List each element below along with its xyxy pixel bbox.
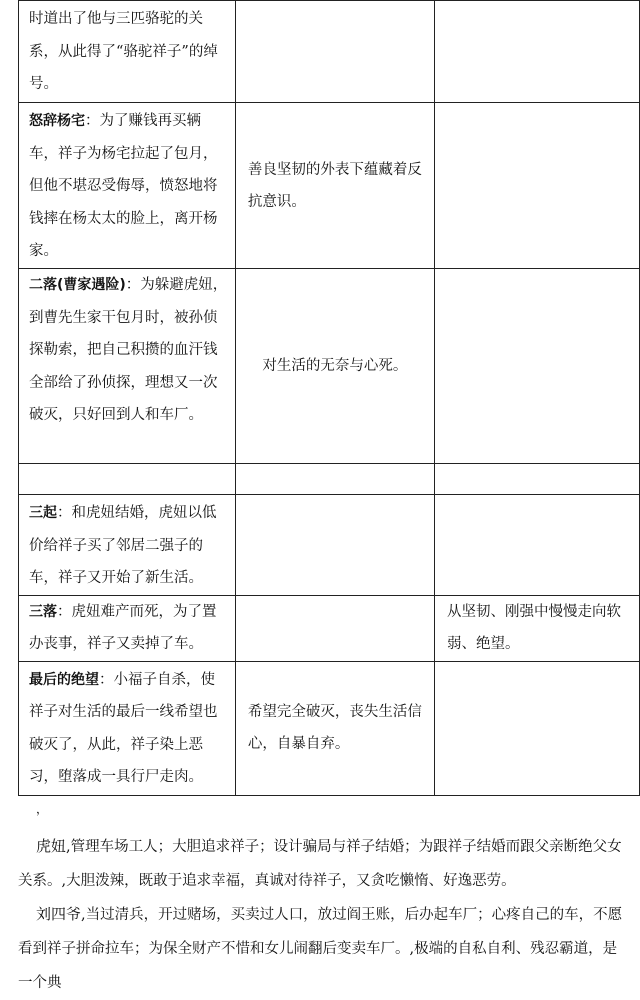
character-text: ,管理车场工人；大胆追求祥子；设计骗局与祥子结婚；为跟祥子结婚而跟父亲断绝父女关系。,大胆泼辣，既敢于追求幸福，真诚对待祥子，又贪吃懒惰、好逸恶劳。 (18, 839, 622, 889)
character-paragraph-liusiye (18, 897, 624, 1000)
change-cell (434, 661, 639, 795)
change-cell (434, 1, 639, 103)
table-row (19, 495, 640, 596)
character-name: 虎妞 (36, 837, 67, 855)
meaning-cell (235, 661, 434, 795)
event-text: ：为躲避虎妞，到曹先生家干包月时，被孙侦探勒索，把自己积攒的血汗钱全部给了孙侦探，理想又一次破灭，只好回到人和车厂。 (29, 277, 228, 423)
change-cell (434, 103, 639, 269)
event-cell (19, 269, 236, 464)
event-cell (19, 495, 236, 596)
event-label: 三落 (29, 603, 57, 620)
event-cell (19, 595, 236, 661)
event-text: ：虎妞难产而死，为了置办丧事，祥子又卖掉了车。 (29, 603, 217, 652)
event-label: 怒辞杨宅 (29, 113, 85, 129)
character-text: ,当过清兵，开过赌场，买卖过人口，放过阎王账，后办起车厂；心疼自己的车，不愿看到祥子拼命拉车；为保全财产不惜和女儿闹翻后变卖车厂。,极端的自私自利、残忍霸道，是一个典 (18, 907, 623, 991)
event-text: 时道出了他与三匹骆驼的关系，从此得了“骆驼祥子”的绰号。 (29, 11, 218, 92)
event-label: 三起 (29, 505, 57, 521)
table-row (19, 464, 640, 495)
event-cell (19, 1, 236, 103)
table-row (19, 661, 640, 795)
event-cell (19, 464, 236, 495)
meaning-cell (235, 103, 434, 269)
change-cell (434, 595, 639, 661)
table-row (19, 269, 640, 464)
table-row (19, 1, 640, 103)
meaning-cell (235, 595, 434, 661)
character-name: 刘四爷 (36, 905, 82, 923)
plot-table (18, 0, 640, 796)
change-text: 从坚韧、刚强中慢慢走向软弱、绝望。 (446, 603, 621, 652)
table-row (19, 103, 640, 269)
change-cell (434, 464, 639, 495)
event-label: 最后的绝望 (29, 671, 99, 688)
event-cell (19, 103, 236, 269)
meaning-text: 善良坚韧的外表下蕴藏着反抗意识。 (247, 161, 422, 210)
character-paragraph-huniu (18, 829, 624, 898)
table-row (19, 595, 640, 661)
event-text: ：小福子自杀，使祥子对生活的最后一线希望也破灭了，从此，祥子染上恶习，堕落成一具行尸走肉。 (29, 671, 218, 785)
stray-comma: ， (36, 802, 49, 816)
change-cell (434, 495, 639, 596)
meaning-cell (235, 464, 434, 495)
event-cell (19, 661, 236, 795)
event-label: 二落(曹家遇险) (29, 277, 126, 293)
event-text: ：为了赚钱再买辆车，祥子为杨宅拉起了包月，但他不堪忍受侮辱，愤怒地将钱摔在杨太太的脸上，离开杨家。 (29, 113, 218, 259)
event-text: ：和虎妞结婚，虎妞以低价给祥子买了邻居二强子的车，祥子又开始了新生活。 (29, 505, 217, 586)
meaning-cell (235, 495, 434, 596)
meaning-text: 希望完全破灭，丧失生活信心，自暴自弃。 (247, 704, 422, 752)
change-cell (434, 269, 639, 464)
meaning-text: 对生活的无奈与心死。 (262, 357, 408, 374)
meaning-cell (235, 269, 434, 464)
meaning-cell (235, 1, 434, 103)
